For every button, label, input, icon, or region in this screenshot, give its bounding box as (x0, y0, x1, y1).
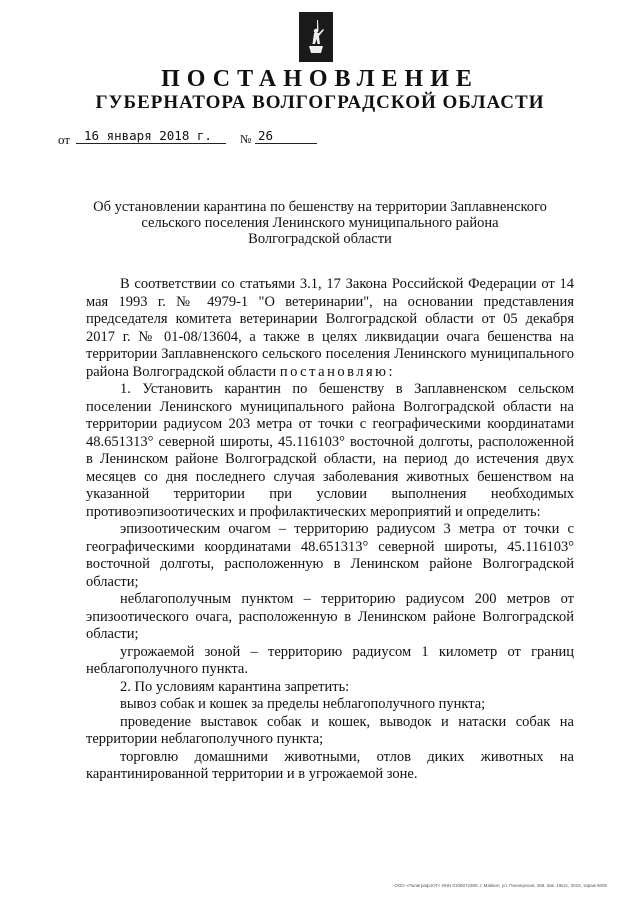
paragraph-1: 1. Установить карантин по бешенству в Заплавненском сельском поселении Ленинского муниципального района Волгоградской области на территории радиусом 203 метра от точки с географическими координатами 48.651313° северной широты, 45.116103° восточной долготы, расположенной в Ленинском районе Волгоградской области, на период до истечения двух месяцев со дня последнего случая заболевания животных бешенством на указанной территории при условии выполнения необходимых противоэпизоотических и профилактических мероприятий и определить: (86, 381, 574, 520)
paragraph-unfavorable-point: неблагополучным пунктом – территорию радиусом 200 метров от эпизоотического очага, расположенную в Ленинском районе Волгоградской области; (86, 591, 574, 642)
number-label: № (240, 132, 252, 146)
prohibition-export: вывоз собак и кошек за пределы неблагополучного пункта; (120, 696, 486, 712)
preamble-text: В соответствии со статьями 3.1, 17 Закона Российской Федерации от 14 мая 1993 г. № 4979-1 "О ветеринарии", на основании представления председателя комитета ветеринарии Волгоградской области от 05 декабря 2017 г. № 01-08/13604, а также в целях ликвидации очага бешенства на территории Заплавненского сельского поселения Ленинского муниципального района Волгоградской области (86, 276, 574, 380)
paragraph-2: 2. По условиям карантина запретить: (120, 678, 350, 695)
resolution-keyword: постановляю: (279, 363, 395, 380)
print-footer: ООО «Полиграф-ЮГ» ИНН 0105072309, г. Майкоп, ул. Пионерская, 268. Зак. 19к2с, 2015, тираж 5000 (394, 883, 607, 888)
paragraph-threatened-zone: угрожаемой зоной – территорию радиусом 1 километр от границ неблагополучного пункта. (86, 643, 574, 677)
document-number: 26 (255, 128, 317, 144)
document-date: 16 января 2018 г. (76, 128, 226, 144)
issuer-title: ГУБЕРНАТОРА ВОЛГОГРАДСКОЙ ОБЛАСТИ (95, 92, 545, 113)
preamble-paragraph (86, 276, 574, 381)
document-body (86, 276, 574, 784)
subject-line-1: Об установлении карантина по бешенству на территории Заплавненского (93, 199, 547, 215)
prohibition-trade: торговлю домашними животными, отлов диких животных на карантинированной территории и в угрожаемой зоне. (86, 748, 574, 782)
document-subject (60, 199, 580, 247)
dateline (58, 128, 358, 148)
date-label: от (58, 132, 71, 147)
subject-line-2: сельского поселения Ленинского муниципального района (141, 215, 499, 231)
paragraph-epizootic-focus: эпизоотическим очагом – территорию радиусом 3 метра от точки с географическими координатами 48.651313° северной широты, 45.116103° восточной долготы, расположенную в Ленинском районе Волгоградской области; (86, 521, 574, 590)
emblem (299, 12, 333, 62)
document-type-title: ПОСТАНОВЛЕНИЕ (161, 66, 479, 92)
volgograd-coat-of-arms-icon (305, 17, 327, 57)
prohibition-exhibitions: проведение выставок собак и кошек, выводок и натаски собак на территории неблагополучного пункта; (86, 713, 574, 747)
subject-line-3: Волгоградской области (248, 231, 392, 247)
